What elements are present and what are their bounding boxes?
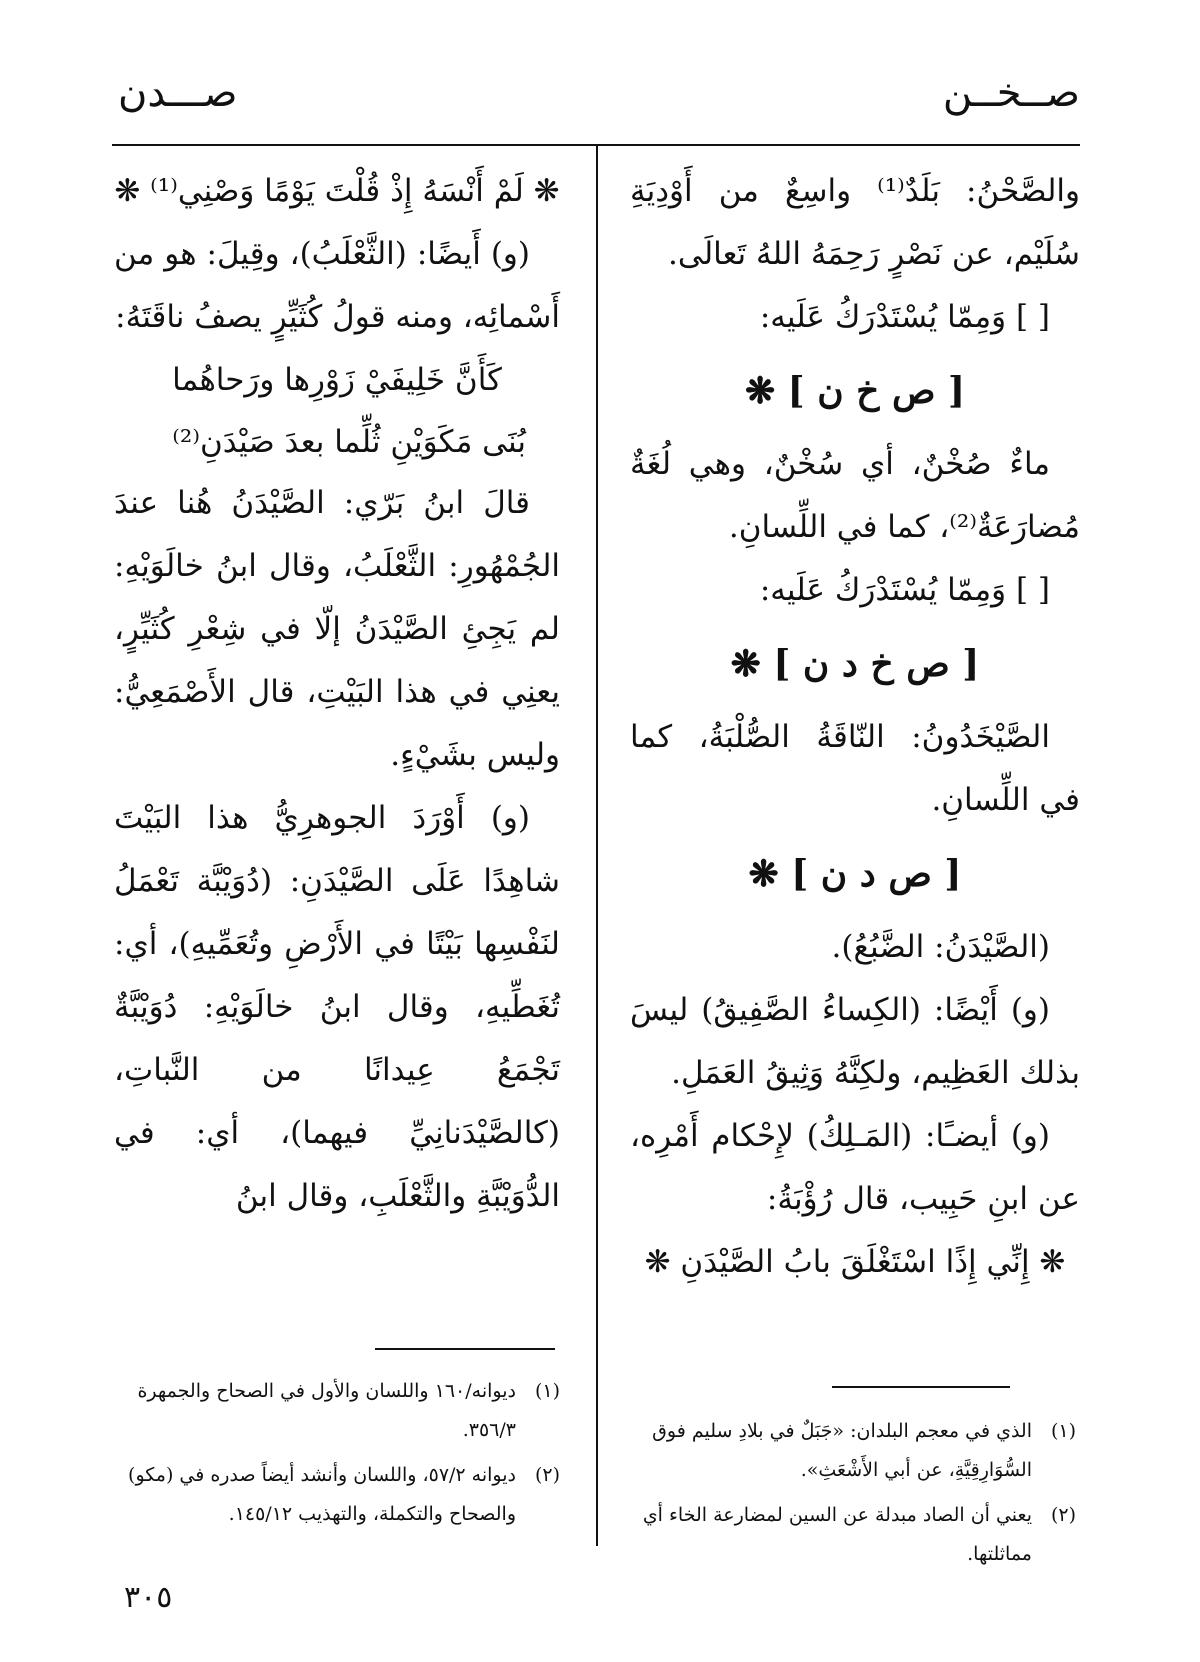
right-column xyxy=(630,160,1080,1294)
text-paragraph: (الصَّيْدَنُ: الضَّبُعُ). xyxy=(831,929,1050,965)
footnote xyxy=(626,1496,1076,1574)
text-paragraph: [ ] وَمِمّا يُسْتَدْرَكُ عَلَيه: xyxy=(759,572,1050,608)
verse-line: كَأَنَّ خَلِيفَيْ زَوْرِها ورَحاهُما xyxy=(172,362,502,398)
text-paragraph: قالَ ابنُ بَرّي: الصَّيْدَنُ هُنا عندَ الجُمْهُورِ: الثَّعْلَبُ، وقال ابنُ خالَوَيْهِ: لم يَجِئِ الصَّيْدَنُ إلّا في شِعْرِ كُثَيِّرٍ، يعنِي في هذا البَيْتِ، قال الأَصْمَعِيُّ: وليس بشَيْءٍ. xyxy=(114,485,560,773)
footnote-number: (٢) xyxy=(1050,1504,1076,1526)
page-number: ٣٠٥ xyxy=(124,1580,173,1615)
column-divider xyxy=(596,146,598,1546)
footnote-rule-left xyxy=(375,1348,555,1350)
footnote-text: ديوانه/١٦٠ واللسان والأول في الصحاح والجمهرة ٣٥٦/٣. xyxy=(137,1380,516,1441)
left-column xyxy=(114,160,560,1228)
footnote-text: الذي في معجم البلدان: «جَبَلٌ في بلادِ سليم فوق السُّوَارِقِيَّةِ، عن أبي الأَشْعَثِ». xyxy=(652,1420,1032,1481)
entry-heading: [ ص د ن ] ❋ xyxy=(748,853,962,895)
text-paragraph: ماءٌ صُخْنٌ، أي سُخْنٌ، وهي لُغَةٌ مُضارَعَةٌ⁽²⁾، كما في اللِّسانِ. xyxy=(630,446,1080,545)
footnote xyxy=(114,1456,560,1534)
text-paragraph: [ ] وَمِمّا يُسْتَدْرَكُ عَلَيه: xyxy=(759,299,1050,335)
footnotes-right xyxy=(626,1412,1076,1580)
footnote-number: (١) xyxy=(534,1380,560,1402)
text-paragraph: (و) أَوْرَدَ الجوهرِيُّ هذا البَيْتَ شاهِدًا عَلَى الصَّيْدَنِ: (دُوَيْبَّة تَعْمَلُ لنَفْسِها بَيْتًا في الأَرْضِ وتُعَمِّيهِ)، أي: تُغَطِّيهِ، وقال ابنُ خالَوَيْهِ: دُوَيْبَّةٌ تَجْمَعُ عِيدانًا من النَّباتِ، (كالصَّيْدَنانِيِّ فيهما)، أي: في الدُّوَيْبَّةِ والثَّعْلَبِ، وقال ابنُ xyxy=(114,800,560,1214)
footnote xyxy=(114,1372,560,1450)
footnote-text: ديوانه ٥٧/٢، واللسان وأنشد أيضاً صدره في (مكو) والصحاح والتكملة، والتهذيب ١٤٥/١٢. xyxy=(128,1464,516,1525)
footnotes-left xyxy=(114,1372,560,1540)
text-paragraph: (و) أَيْضًا: (الكِساءُ الصَّفِيقُ) ليسَ بذلك العَظِيم، ولكِنَّهُ وَثِيقُ العَمَلِ. xyxy=(630,992,1080,1091)
footnote-number: (١) xyxy=(1050,1420,1076,1442)
footnote-rule-right xyxy=(832,1386,1010,1388)
verse-line: ❋ لَمْ أَنْسَهُ إِذْ قُلْتَ يَوْمًا وَصْنِي⁽¹⁾ ❋ xyxy=(114,173,560,209)
text-paragraph: (و) أَيضًا: (الثَّعْلَبُ)، وقِيلَ: هو من أَسْمائِه، ومنه قولُ كُثَيِّرٍ يصفُ ناقَتَهُ: xyxy=(114,236,560,335)
verse-line: بُنَى مَكَوَيْنِ ثُلِّما بعدَ صَيْدَنِ⁽²⁾ xyxy=(172,424,526,460)
header-left-title: صـــدن xyxy=(118,70,238,116)
verse-line: ❋ إِنِّي إِذًا اسْتَغْلَقَ بابُ الصَّيْدَنِ ❋ xyxy=(644,1244,1066,1280)
text-paragraph: والصَّحْنُ: بَلَدٌ⁽¹⁾ واسِعٌ من أَوْدِيَةِ سُلَيْم، عن نَصْرٍ رَحِمَهُ اللهُ تَعالَى. xyxy=(630,173,1080,272)
header-right-title: صــخــن xyxy=(942,70,1080,116)
footnote xyxy=(626,1412,1076,1490)
entry-heading: [ ص خ ن ] ❋ xyxy=(744,370,966,412)
footnote-number: (٢) xyxy=(534,1464,560,1486)
footnote-text: يعني أن الصاد مبدلة عن السين لمضارعة الخاء أي مماثلتها. xyxy=(642,1504,1032,1565)
text-paragraph: (و) أيضـًا: (المَـلِكُ) لإِحْكام أَمْرِه، عن ابنِ حَبِيب، قال رُؤْبَةُ: xyxy=(630,1118,1080,1217)
text-paragraph: الصَّيْخَدُونُ: النّاقَةُ الصُّلْبَةُ، كما في اللِّسانِ. xyxy=(630,719,1080,818)
entry-heading: [ ص خ د ن ] ❋ xyxy=(730,643,980,685)
